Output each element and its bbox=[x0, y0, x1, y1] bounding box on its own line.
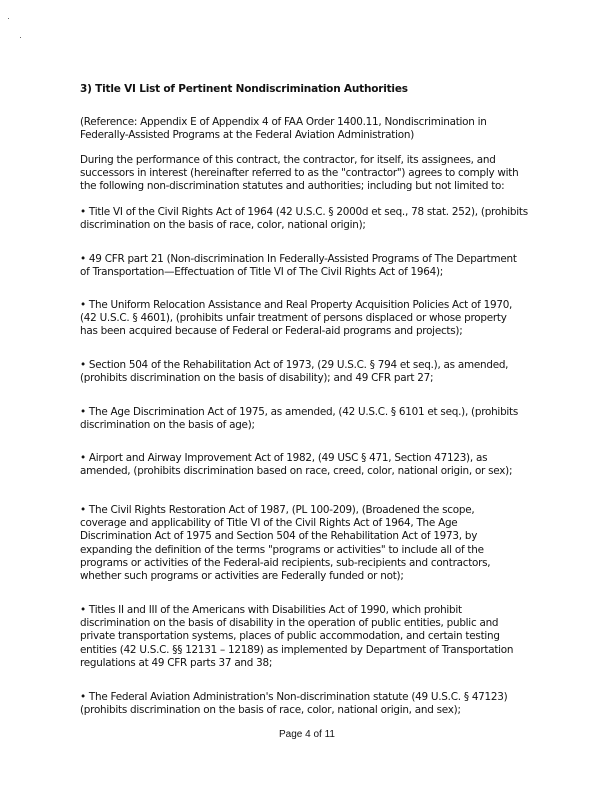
authority-list-item bbox=[80, 504, 490, 583]
text-line: discrimination on the basis of disability in the operation of public entities, public and bbox=[80, 617, 499, 630]
text-line: discrimination on the basis of age); bbox=[80, 419, 255, 432]
text-line: successors in interest (hereinafter referred to as the "contractor") agrees to comply with bbox=[80, 167, 519, 180]
authority-list-item bbox=[80, 604, 513, 670]
text-line: Discrimination Act of 1975 and Section 504 of the Rehabilitation Act of 1973, by bbox=[80, 530, 478, 543]
authority-list-item bbox=[80, 253, 517, 279]
text-line: • Titles II and III of the Americans with Disabilities Act of 1990, which prohibit bbox=[80, 604, 462, 616]
text-line: • Airport and Airway Improvement Act of 1982, (49 USC § 471, Section 47123), as bbox=[80, 452, 488, 464]
section-heading: 3) Title VI List of Pertinent Nondiscrimination Authorities bbox=[80, 83, 408, 95]
text-line: amended, (prohibits discrimination based on race, creed, color, national origin, or sex); bbox=[80, 465, 513, 478]
text-line: • The Federal Aviation Administration's Non-discrimination statute (49 U.S.C. § 47123) bbox=[80, 691, 508, 703]
text-line: of Transportation—Effectuation of Title VI of The Civil Rights Act of 1964); bbox=[80, 266, 444, 279]
text-line: (prohibits discrimination on the basis of disability); and 49 CFR part 27; bbox=[80, 372, 434, 385]
text-line: entities (42 U.S.C. §§ 12131 – 12189) as implemented by Department of Transportation bbox=[80, 643, 514, 656]
text-line: regulations at 49 CFR parts 37 and 38; bbox=[80, 656, 273, 669]
authority-list-item bbox=[80, 206, 528, 232]
reference-paragraph bbox=[80, 116, 487, 142]
page-number: Page 4 of 11 bbox=[279, 729, 335, 740]
text-line: • Title VI of the Civil Rights Act of 1964 (42 U.S.C. § 2000d et seq., 78 stat. 252), (prohibits bbox=[80, 206, 528, 218]
text-line: has been acquired because of Federal or Federal-aid programs and projects); bbox=[80, 325, 463, 338]
scan-speck bbox=[20, 37, 21, 38]
authority-list-item bbox=[80, 299, 512, 339]
text-line: • Section 504 of the Rehabilitation Act of 1973, (29 U.S.C. § 794 et seq.), as amended, bbox=[80, 359, 509, 371]
text-line: (prohibits discrimination on the basis of race, color, national origin, and sex); bbox=[80, 704, 461, 717]
authority-list-item bbox=[80, 359, 508, 385]
authority-list-item bbox=[80, 406, 518, 432]
authority-list-item bbox=[80, 691, 507, 717]
text-line: • The Age Discrimination Act of 1975, as amended, (42 U.S.C. § 6101 et seq.), (prohibits bbox=[80, 406, 519, 418]
text-line: coverage and applicability of Title VI of the Civil Rights Act of 1964, The Age bbox=[80, 517, 458, 530]
text-line: expanding the definition of the terms "programs or activities" to include all of the bbox=[80, 543, 484, 556]
text-line: • The Civil Rights Restoration Act of 1987, (PL 100-209), (Broadened the scope, bbox=[80, 504, 475, 516]
scan-speck bbox=[8, 18, 9, 19]
authority-list-item bbox=[80, 452, 512, 478]
text-line: programs or activities of the Federal-aid recipients, sub-recipients and contractors, bbox=[80, 556, 491, 569]
text-line: the following non-discrimination statutes and authorities; including but not limited to: bbox=[80, 180, 505, 193]
text-line: • The Uniform Relocation Assistance and Real Property Acquisition Policies Act of 1970, bbox=[80, 299, 513, 311]
text-line: discrimination on the basis of race, color, national origin); bbox=[80, 219, 366, 232]
text-line: • 49 CFR part 21 (Non-discrimination In Federally-Assisted Programs of The Department bbox=[80, 253, 517, 265]
text-line: (42 U.S.C. § 4601), (prohibits unfair treatment of persons displaced or whose property bbox=[80, 312, 507, 325]
text-line: Federally-Assisted Programs at the Federal Aviation Administration) bbox=[80, 129, 415, 142]
text-line: private transportation systems, places of public accommodation, and certain testing bbox=[80, 630, 500, 643]
text-line: During the performance of this contract, the contractor, for itself, its assignees, and bbox=[80, 154, 496, 166]
text-line: (Reference: Appendix E of Appendix 4 of FAA Order 1400.11, Nondiscrimination in bbox=[80, 116, 487, 128]
intro-paragraph bbox=[80, 154, 518, 194]
text-line: whether such programs or activities are Federally funded or not); bbox=[80, 570, 404, 583]
